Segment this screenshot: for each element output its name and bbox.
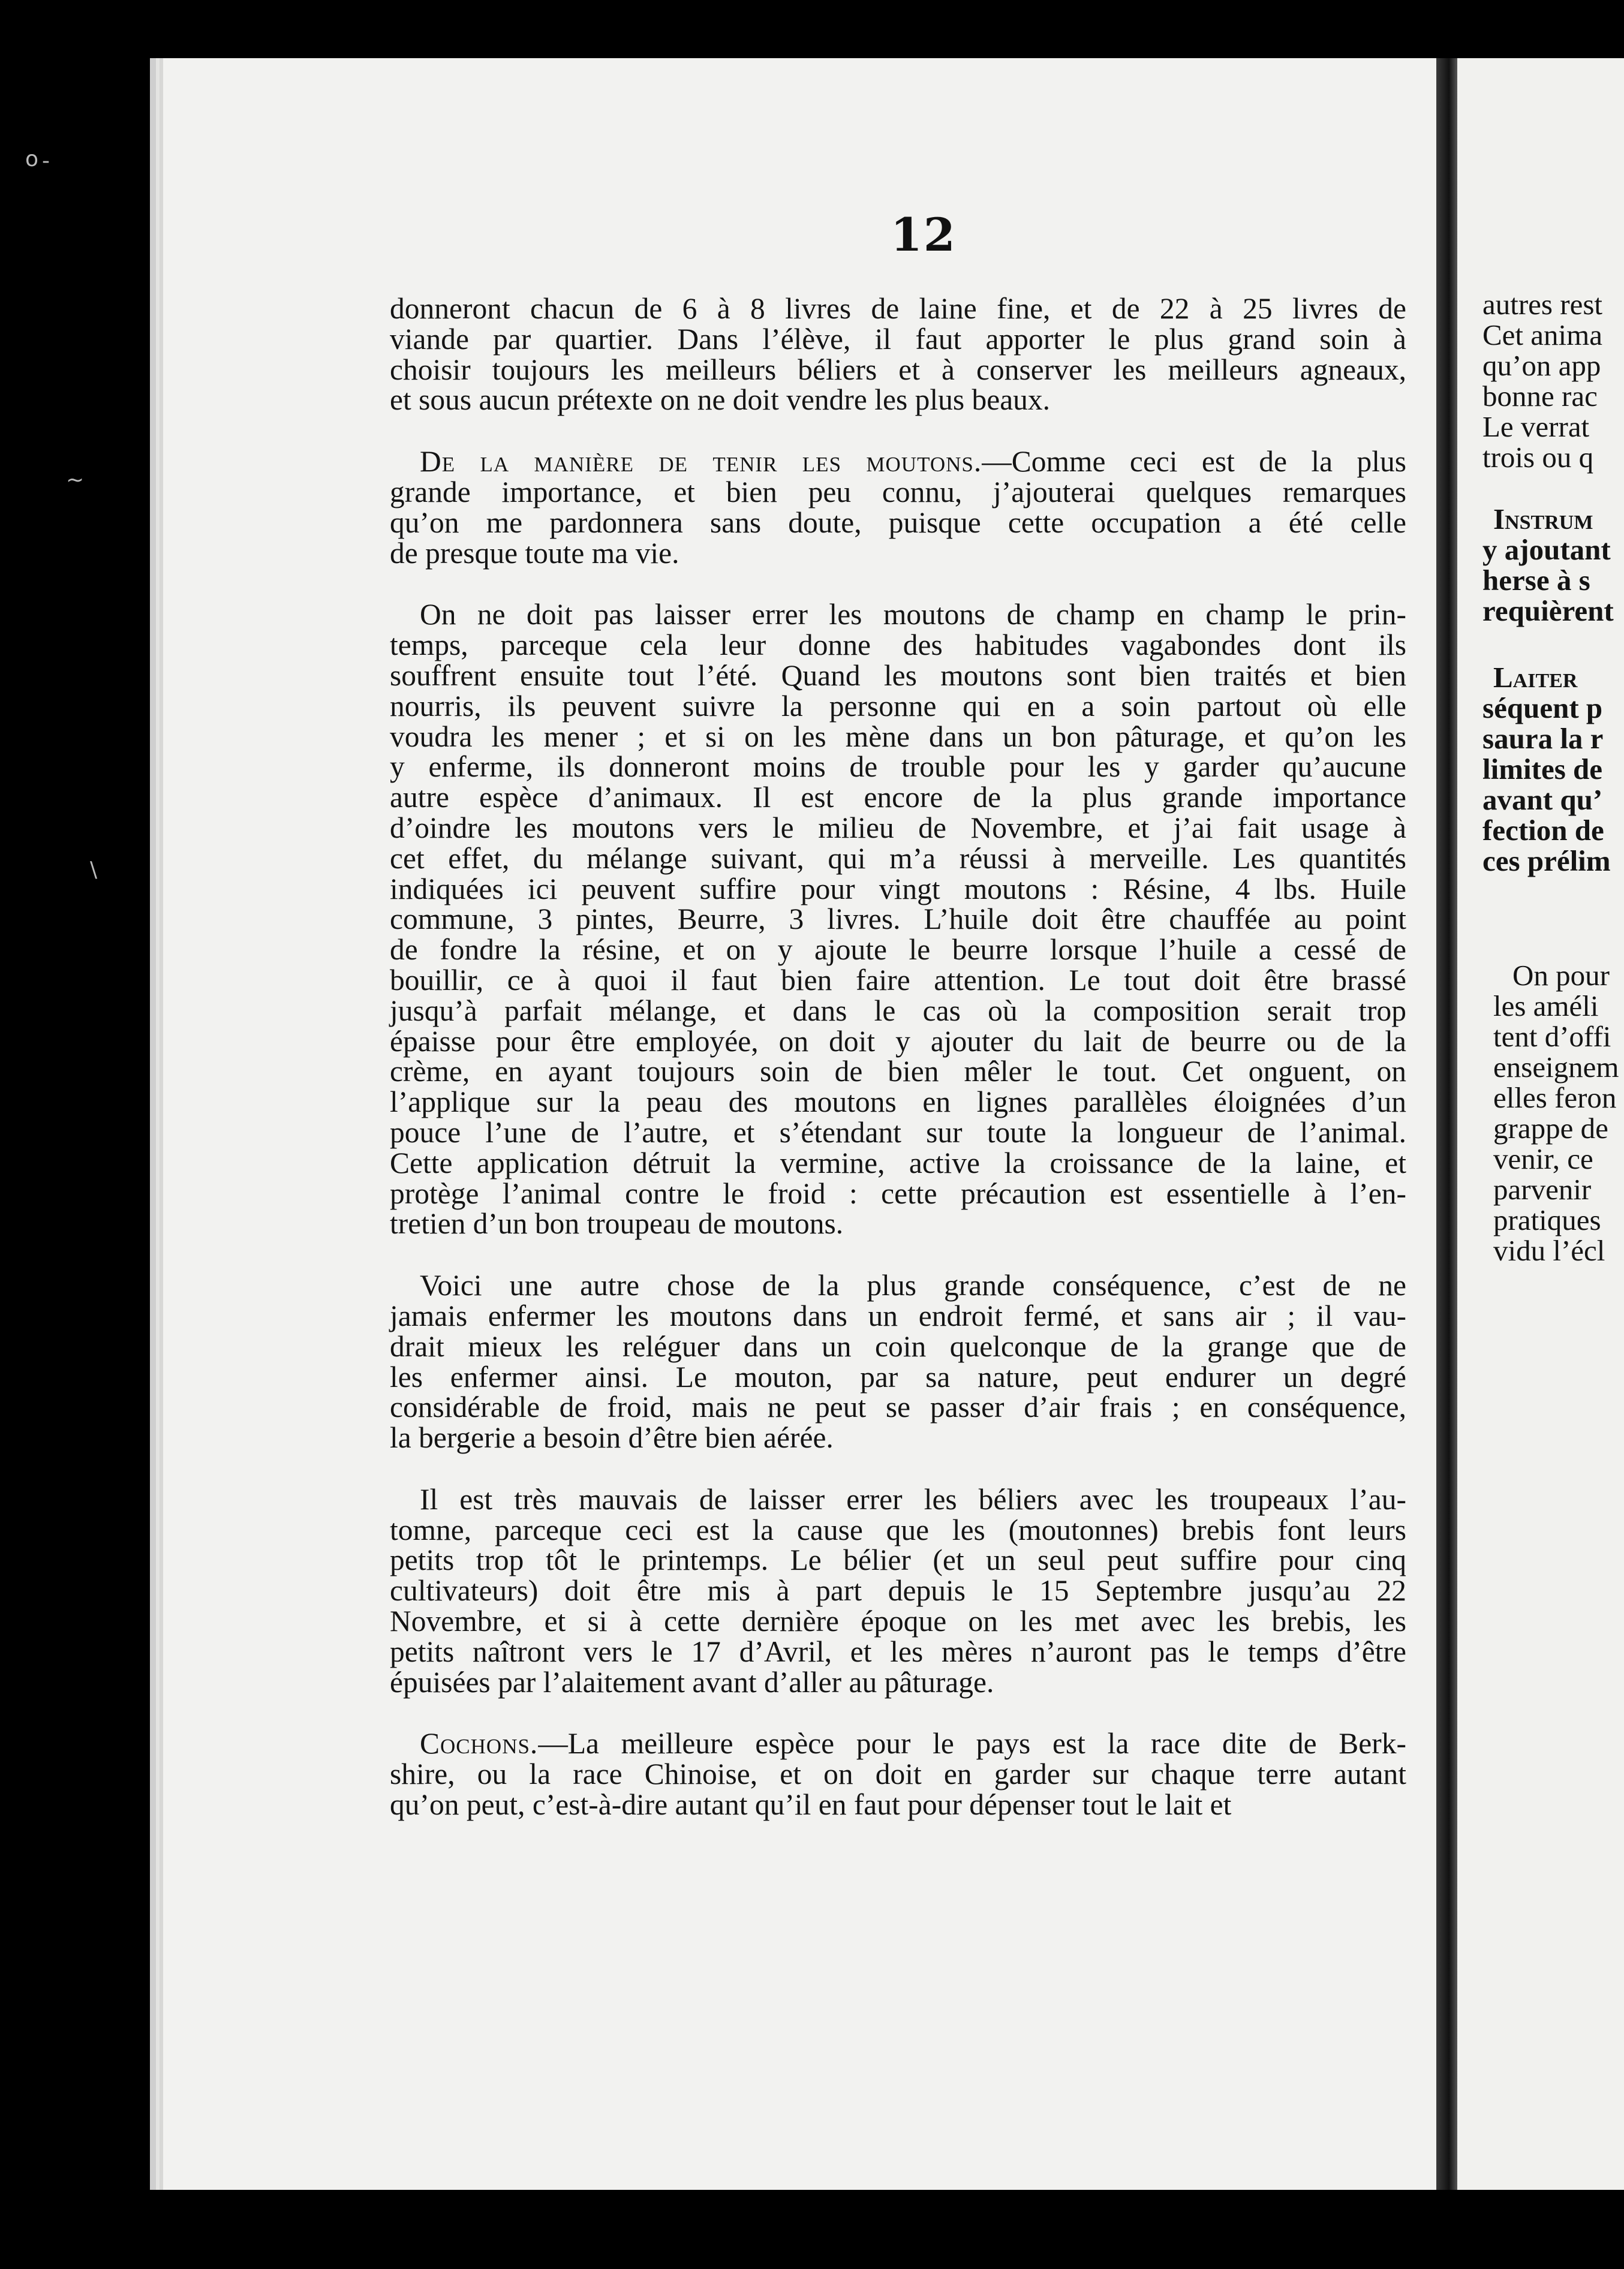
text-line-content: Novembre, et si à cette dernière époque on les met avec les brebis, les xyxy=(390,1605,1406,1638)
text-line xyxy=(390,324,1406,355)
text-line-content: voudra les mener ; et si on les mène dans un bon pâturage, et qu’on les xyxy=(390,720,1406,753)
text-line xyxy=(390,752,1406,783)
text-line-content: qu’on peut, c’est-à-dire autant qu’il en faut pour dépenser tout le lait et xyxy=(390,1788,1232,1822)
paragraph xyxy=(390,1482,1406,1699)
text-line-content: —Comme ceci est de la plus xyxy=(982,445,1406,479)
section-heading: Cochons. xyxy=(420,1727,539,1761)
text-line xyxy=(390,1606,1406,1637)
text-line-content: Il est très mauvais de laisser errer les béliers avec les troupeaux l’au- xyxy=(420,1482,1406,1516)
next-page-line: tent d’offi xyxy=(1493,1020,1611,1053)
text-line-content: crème, en ayant toujours soin de bien mêler le tout. Cet onguent, on xyxy=(390,1055,1406,1088)
next-page-line: Laiter xyxy=(1493,661,1578,694)
next-page-line: bonne rac xyxy=(1482,380,1598,413)
text-line xyxy=(390,691,1406,722)
next-page-line: grappe de xyxy=(1493,1112,1608,1145)
next-page-line: elles feron xyxy=(1493,1081,1617,1114)
text-line xyxy=(390,1024,1406,1058)
text-line xyxy=(390,996,1406,1027)
text-line xyxy=(390,1545,1406,1576)
page-gutter xyxy=(1436,58,1457,2190)
paragraph xyxy=(390,600,1406,1239)
text-line-content: donneront chacun de 6 à 8 livres de laine fine, et de 22 à 25 livres de xyxy=(390,292,1406,325)
text-line xyxy=(390,294,1406,324)
next-page-line: ces prélim xyxy=(1482,844,1611,877)
text-line xyxy=(390,1057,1406,1087)
text-line-content: grande importance, et bien peu connu, j’ajouterai quelques remarques xyxy=(390,475,1406,508)
scan-margin xyxy=(0,0,144,2269)
paragraph xyxy=(390,294,1406,416)
text-line xyxy=(390,1515,1406,1546)
text-line-content: considérable de froid, mais ne peut se passer d’air frais ; en conséquence, xyxy=(390,1391,1406,1424)
text-line xyxy=(390,600,1406,630)
text-line xyxy=(390,722,1406,753)
text-line-content: qu’on me pardonnera sans doute, puisque cette occupation a été celle xyxy=(390,505,1406,539)
next-page-line: vidu l’écl xyxy=(1493,1234,1605,1267)
text-line-content: viande par quartier. Dans l’élève, il faut apporter le plus grand soin à xyxy=(390,322,1406,356)
next-page-line: qu’on app xyxy=(1482,349,1601,382)
text-line-content: temps, parceque cela leur donne des habitudes vagabondes dont ils xyxy=(390,628,1406,662)
paragraph xyxy=(390,1271,1406,1454)
text-line-content: de presque toute ma vie. xyxy=(390,536,679,570)
text-line-content: Voici une autre chose de la plus grande conséquence, c’est de ne xyxy=(420,1269,1406,1302)
text-line-content: cultivateurs) doit être mis à part depuis le 15 Septembre jusqu’au 22 xyxy=(390,1574,1406,1608)
next-page-line: limites de xyxy=(1482,753,1603,786)
text-line xyxy=(390,935,1406,965)
text-line-content: souffrent ensuite tout l’été. Quand les moutons sont bien traités et bien xyxy=(390,658,1406,692)
text-line xyxy=(390,1271,1406,1301)
text-line-content: autre espèce d’animaux. Il est encore de la plus grande importance xyxy=(390,781,1406,814)
scan-speck: \ xyxy=(90,857,98,882)
next-page-line: Le verrat xyxy=(1482,410,1590,443)
text-line-content: commune, 3 pintes, Beurre, 3 livres. L’huile doit être chauffée au point xyxy=(390,902,1406,936)
text-line-content: jusqu’à parfait mélange, et dans le cas où la composition serait trop xyxy=(390,994,1406,1027)
text-line-content: pouce l’une de l’autre, et s’étendant sur toute la longueur de l’animal. xyxy=(390,1115,1406,1149)
text-line xyxy=(390,1482,1406,1516)
next-page-line: venir, ce xyxy=(1493,1142,1593,1175)
next-page-line: parvenir xyxy=(1493,1173,1592,1206)
next-page-line: Instrum xyxy=(1493,502,1593,535)
next-page-line: avant qu’ xyxy=(1482,783,1603,816)
next-page-line: autres rest xyxy=(1482,288,1602,321)
text-line-content: de fondre la résine, et on y ajoute le beurre lorsque l’huile a cessé de xyxy=(390,933,1406,967)
text-line-content: protège l’animal contre le froid : cette précaution est essentielle à l’en- xyxy=(390,1176,1406,1210)
text-line xyxy=(390,1329,1406,1363)
scan-speck: - xyxy=(42,149,50,173)
text-line xyxy=(390,1115,1406,1149)
next-page-edge xyxy=(1457,58,1624,2190)
text-line-content: les enfermer ainsi. Le mouton, par sa nature, peut endurer un degré xyxy=(390,1360,1406,1394)
next-page-line: séquent p xyxy=(1482,691,1603,724)
text-line-content: bouillir, ce à quoi il faut bien faire attention. Le tout doit être brassé xyxy=(390,963,1406,997)
text-line-content: shire, ou la race Chinoise, et on doit en garder sur chaque terre autant xyxy=(390,1758,1406,1791)
text-line xyxy=(390,1665,1406,1699)
text-line xyxy=(390,1087,1406,1118)
text-line-content: indiquées ici peuvent suffire pour vingt moutons : Résine, 4 lbs. Huile xyxy=(390,872,1406,905)
text-line xyxy=(390,355,1406,386)
text-line-content: choisir toujours les meilleurs béliers et à conserver les meilleurs agneaux, xyxy=(390,353,1406,386)
text-line-content: la bergerie a besoin d’être bien aérée. xyxy=(390,1421,834,1455)
text-line-content: jamais enfermer les moutons dans un endroit fermé, et sans air ; il vau- xyxy=(390,1299,1406,1332)
text-line xyxy=(390,783,1406,813)
text-line xyxy=(390,965,1406,996)
section-heading: De la manière de tenir les moutons. xyxy=(420,445,982,479)
next-page-line: trois ou q xyxy=(1482,441,1594,474)
text-line-content: d’oindre les moutons vers le milieu de Novembre, et j’ai fait usage à xyxy=(390,811,1406,844)
text-line xyxy=(390,658,1406,692)
page-body xyxy=(390,294,1406,1820)
text-line xyxy=(390,447,1406,477)
text-line-content: petits naîtront vers le 17 d’Avril, et les mères n’auront pas le temps d’être xyxy=(390,1635,1406,1668)
next-page-line: pratiques xyxy=(1493,1203,1601,1236)
next-page-line: herse à s xyxy=(1482,564,1590,597)
text-line xyxy=(390,904,1406,935)
next-page-line: enseignem xyxy=(1493,1051,1619,1084)
paragraph xyxy=(390,1729,1406,1820)
scan-speck: ~ xyxy=(66,468,85,492)
text-line xyxy=(390,385,1406,416)
text-line xyxy=(390,813,1406,844)
text-line xyxy=(390,1423,1406,1454)
text-line-content: petits trop tôt le printemps. Le bélier (et un seul peut suffire pour cinq xyxy=(390,1543,1406,1577)
next-page-line: fection de xyxy=(1482,814,1604,847)
next-page-line: saura la r xyxy=(1482,722,1604,755)
paragraph xyxy=(390,447,1406,568)
text-line-content: —La meilleure espèce pour le pays est la race dite de Berk- xyxy=(538,1727,1406,1761)
text-line xyxy=(390,1637,1406,1668)
text-line-content: épaisse pour être employée, on doit y ajouter du lait de beurre ou de la xyxy=(390,1024,1406,1058)
page-number: 12 xyxy=(891,208,957,261)
next-page-line: requièrent xyxy=(1482,594,1614,627)
text-line-content: tomne, parceque ceci est la cause que les (moutonnes) brebis font leurs xyxy=(390,1513,1406,1546)
next-page-line: On pour xyxy=(1512,959,1610,992)
text-line xyxy=(390,1759,1406,1790)
text-line-content: l’applique sur la peau des moutons en lignes parallèles éloignées d’un xyxy=(390,1085,1406,1119)
next-page-line: y ajoutant xyxy=(1482,533,1611,566)
text-line-content: cet effet, du mélange suivant, qui m’a réussi à merveille. Les quantités xyxy=(390,841,1406,875)
next-page-line: Cet anima xyxy=(1482,318,1603,351)
text-line-content: y enferme, ils donneront moins de trouble pour les y garder qu’aucune xyxy=(390,750,1406,784)
text-line xyxy=(390,1729,1406,1759)
text-line xyxy=(390,1790,1406,1820)
text-line xyxy=(390,1392,1406,1423)
text-line xyxy=(390,538,1406,569)
text-line xyxy=(390,505,1406,539)
text-line-content: drait mieux les reléguer dans un coin quelconque de la grange que de xyxy=(390,1329,1406,1363)
text-line xyxy=(390,1176,1406,1210)
text-line-content: On ne doit pas laisser errer les moutons de champ en champ le prin- xyxy=(420,598,1406,631)
text-line-content: épuisées par l’alaitement avant d’aller au pâturage. xyxy=(390,1665,994,1699)
text-line-content: Cette application détruit la vermine, active la croissance de la laine, et xyxy=(390,1146,1406,1179)
next-page-text xyxy=(1482,289,1624,1266)
text-line-content: et sous aucun prétexte on ne doit vendre les plus beaux. xyxy=(390,383,1051,417)
text-line-content: nourris, ils peuvent suivre la personne qui en a soin partout où elle xyxy=(390,689,1406,723)
text-line xyxy=(390,630,1406,661)
text-line xyxy=(390,874,1406,905)
text-line xyxy=(390,477,1406,508)
text-line xyxy=(390,1362,1406,1393)
text-line-content: tretien d’un bon troupeau de moutons. xyxy=(390,1207,844,1241)
text-line xyxy=(390,1209,1406,1239)
text-line xyxy=(390,841,1406,875)
text-line xyxy=(390,1576,1406,1606)
scan-speck: o xyxy=(25,147,39,171)
text-line xyxy=(390,1301,1406,1332)
next-page-line: les améli xyxy=(1493,989,1599,1022)
text-line xyxy=(390,1148,1406,1179)
